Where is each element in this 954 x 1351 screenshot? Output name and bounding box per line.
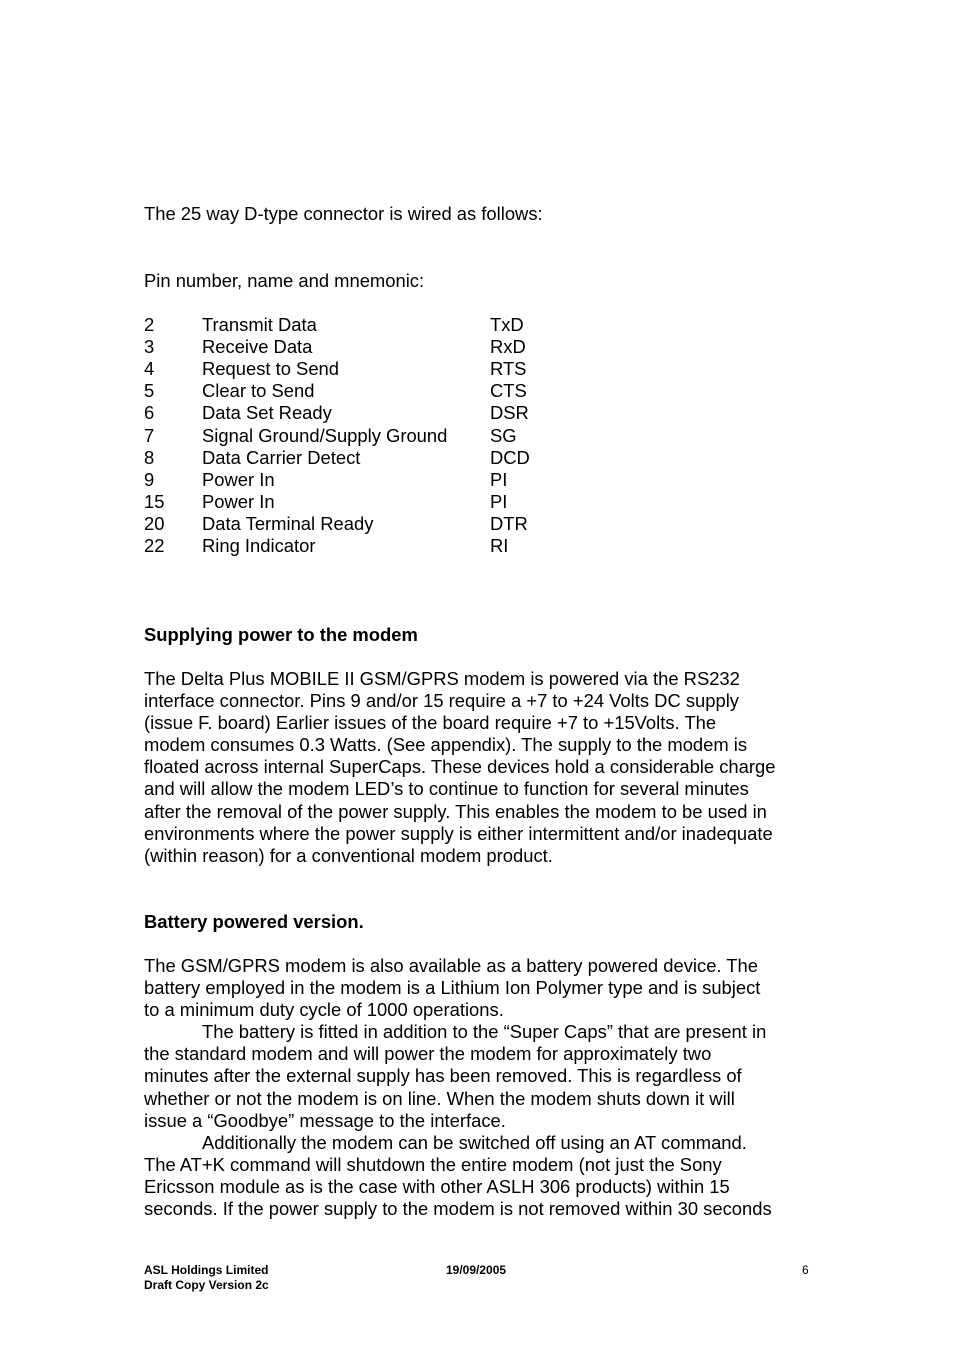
pin-row <box>144 447 644 469</box>
pin-number: 9 <box>144 469 155 490</box>
pin-name: Receive Data <box>202 336 313 357</box>
paragraph-line: modem consumes 0.3 Watts. (See appendix). The supply to the modem is <box>144 734 748 756</box>
paragraph-line: (within reason) for a conventional modem product. <box>144 844 553 866</box>
paragraph-line: floated across internal SuperCaps. These devices hold a considerable charge <box>144 756 776 778</box>
pin-number: 22 <box>144 535 165 556</box>
pin-row <box>144 469 644 491</box>
connector-intro: The 25 way D-type connector is wired as follows: <box>144 203 543 224</box>
paragraph-line: The GSM/GPRS modem is also available as a battery powered device. The <box>144 955 758 976</box>
pin-mnemonic: RTS <box>490 358 527 379</box>
pin-mnemonic: DCD <box>490 447 530 468</box>
paragraph-line: The AT+K command will shutdown the entire modem (not just the Sony <box>144 1153 722 1175</box>
paragraph-line: The Delta Plus MOBILE II GSM/GPRS modem is powered via the RS232 <box>144 668 740 689</box>
pin-number: 3 <box>144 336 155 357</box>
pin-name: Request to Send <box>202 358 340 379</box>
pin-table-heading: Pin number, name and mnemonic: <box>144 270 425 291</box>
section-heading-battery: Battery powered version. <box>144 911 364 932</box>
pin-mnemonic: DSR <box>490 402 529 423</box>
pin-mnemonic: SG <box>490 425 517 446</box>
pin-mnemonic: DTR <box>490 513 528 534</box>
paragraph-line: Ericsson module as is the case with other ASLH 306 products) within 15 <box>144 1175 730 1197</box>
paragraph-line: Additionally the modem can be switched off using an AT command. <box>202 1131 747 1153</box>
pin-number: 8 <box>144 447 155 468</box>
footer-company: ASL Holdings Limited <box>144 1263 269 1277</box>
pin-number: 20 <box>144 513 165 534</box>
pin-name: Power In <box>202 469 275 490</box>
paragraph-line: The battery is fitted in addition to the “Super Caps” that are present in <box>202 1021 767 1043</box>
pin-name: Power In <box>202 491 275 512</box>
paragraph-line: to a minimum duty cycle of 1000 operations. <box>144 999 504 1021</box>
pin-number: 2 <box>144 314 155 335</box>
paragraph-line: battery employed in the modem is a Lithium Ion Polymer type and is subject <box>144 977 761 999</box>
paragraph-line: after the removal of the power supply. This enables the modem to be used in <box>144 800 767 822</box>
pin-number: 6 <box>144 402 155 423</box>
pin-row <box>144 336 644 358</box>
pin-row <box>144 535 644 557</box>
power-paragraph <box>144 668 824 867</box>
page-number: 6 <box>802 1263 809 1277</box>
pin-mnemonic: RxD <box>490 336 526 357</box>
paragraph-line: issue a “Goodbye” message to the interface. <box>144 1109 506 1131</box>
pin-row <box>144 314 644 336</box>
pin-mnemonic: PI <box>490 491 508 512</box>
pin-row <box>144 491 644 513</box>
pin-name: Data Terminal Ready <box>202 513 374 534</box>
footer-date: 19/09/2005 <box>446 1263 507 1277</box>
pin-number: 7 <box>144 425 155 446</box>
pin-number: 15 <box>144 491 165 512</box>
pin-name: Ring Indicator <box>202 535 316 556</box>
pin-name: Clear to Send <box>202 380 315 401</box>
pin-number: 4 <box>144 358 155 379</box>
paragraph-line: minutes after the external supply has been removed. This is regardless of <box>144 1065 742 1087</box>
paragraph-line: (issue F. board) Earlier issues of the board require +7 to +15Volts. The <box>144 712 717 734</box>
pin-row <box>144 358 644 380</box>
pin-mnemonic: CTS <box>490 380 527 401</box>
paragraph-line: and will allow the modem LED’s to continue to function for several minutes <box>144 778 749 800</box>
pin-mnemonic: RI <box>490 535 509 556</box>
paragraph-line: whether or not the modem is on line. When the modem shuts down it will <box>144 1087 735 1109</box>
pin-name: Data Set Ready <box>202 402 332 423</box>
pin-mnemonic: PI <box>490 469 508 490</box>
pin-mnemonic: TxD <box>490 314 524 335</box>
pin-name: Signal Ground/Supply Ground <box>202 425 448 446</box>
paragraph-line: environments where the power supply is either intermittent and/or inadequate <box>144 822 773 844</box>
footer-version: Draft Copy Version 2c <box>144 1278 269 1292</box>
pin-row <box>144 425 644 447</box>
paragraph-line: interface connector. Pins 9 and/or 15 require a +7 to +24 Volts DC supply <box>144 690 739 712</box>
pin-number: 5 <box>144 380 155 401</box>
pin-name: Transmit Data <box>202 314 317 335</box>
section-heading-power: Supplying power to the modem <box>144 624 418 645</box>
pin-row <box>144 513 644 535</box>
pin-row <box>144 402 644 424</box>
pin-name: Data Carrier Detect <box>202 447 361 468</box>
pin-row <box>144 380 644 402</box>
paragraph-line: the standard modem and will power the modem for approximately two <box>144 1043 712 1065</box>
battery-paragraph <box>144 955 824 1220</box>
paragraph-line: seconds. If the power supply to the modem is not removed within 30 seconds <box>144 1198 772 1220</box>
